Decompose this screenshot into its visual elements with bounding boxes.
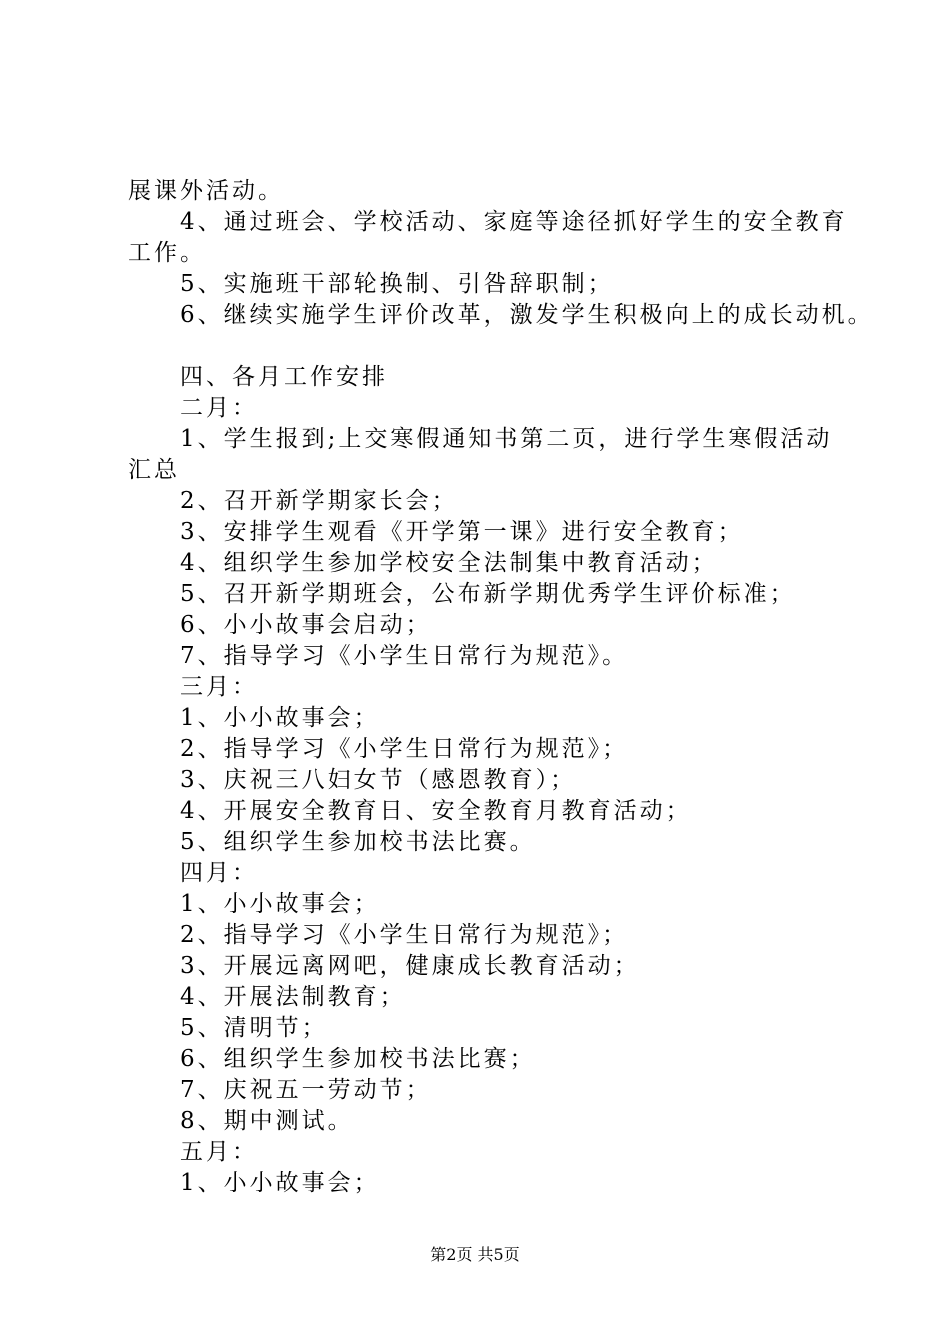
text-line: 7、指导学习《小学生日常行为规范》。 bbox=[180, 643, 629, 669]
text-line: 8、期中测试。 bbox=[180, 1108, 354, 1134]
text-line: 6、小小故事会启动； bbox=[180, 612, 432, 638]
text-line: 3、开展远离网吧，健康成长教育活动； bbox=[180, 953, 640, 979]
text-line: 7、庆祝五一劳动节； bbox=[180, 1077, 432, 1103]
text-line: 2、指导学习《小学生日常行为规范》； bbox=[180, 736, 629, 762]
text-line: 5、实施班干部轮换制、引咎辞职制； bbox=[180, 271, 614, 297]
text-line: 4、组织学生参加学校安全法制集中教育活动； bbox=[180, 550, 718, 576]
text-line: 5、组织学生参加校书法比赛。 bbox=[180, 829, 536, 855]
text-line: 1、小小故事会； bbox=[180, 891, 380, 917]
text-line: 汇总 bbox=[128, 457, 180, 483]
text-line: 1、学生报到;上交寒假通知书第二页，进行学生寒假活动 bbox=[180, 426, 833, 452]
text-line: 5、召开新学期班会，公布新学期优秀学生评价标准； bbox=[180, 581, 796, 607]
text-line: 4、开展法制教育； bbox=[180, 984, 406, 1010]
text-line: 1、小小故事会； bbox=[180, 705, 380, 731]
text-line: 展课外活动。 bbox=[128, 178, 284, 204]
text-line: 3、庆祝三八妇女节（感恩教育）； bbox=[180, 767, 577, 793]
text-line: 2、指导学习《小学生日常行为规范》； bbox=[180, 922, 629, 948]
month-heading: 二月： bbox=[180, 395, 258, 421]
page-number: 第2页 bbox=[430, 1245, 473, 1264]
text-line: 3、安排学生观看《开学第一课》进行安全教育； bbox=[180, 519, 744, 545]
text-line: 4、通过班会、学校活动、家庭等途径抓好学生的安全教育 bbox=[180, 209, 848, 235]
month-heading: 五月： bbox=[180, 1139, 258, 1165]
text-line: 1、小小故事会； bbox=[180, 1170, 380, 1196]
month-heading: 四月： bbox=[180, 860, 258, 886]
text-line: 2、召开新学期家长会； bbox=[180, 488, 458, 514]
text-line: 6、继续实施学生评价改革，激发学生积极向上的成长动机。 bbox=[180, 302, 874, 328]
text-line: 6、组织学生参加校书法比赛； bbox=[180, 1046, 536, 1072]
section-heading: 四、各月工作安排 bbox=[180, 364, 388, 390]
page-total: 共5页 bbox=[477, 1245, 520, 1264]
page-footer bbox=[0, 1244, 950, 1266]
text-line: 4、开展安全教育日、安全教育月教育活动； bbox=[180, 798, 692, 824]
month-heading: 三月： bbox=[180, 674, 258, 700]
text-line: 工作。 bbox=[128, 240, 206, 266]
text-line: 5、清明节； bbox=[180, 1015, 328, 1041]
